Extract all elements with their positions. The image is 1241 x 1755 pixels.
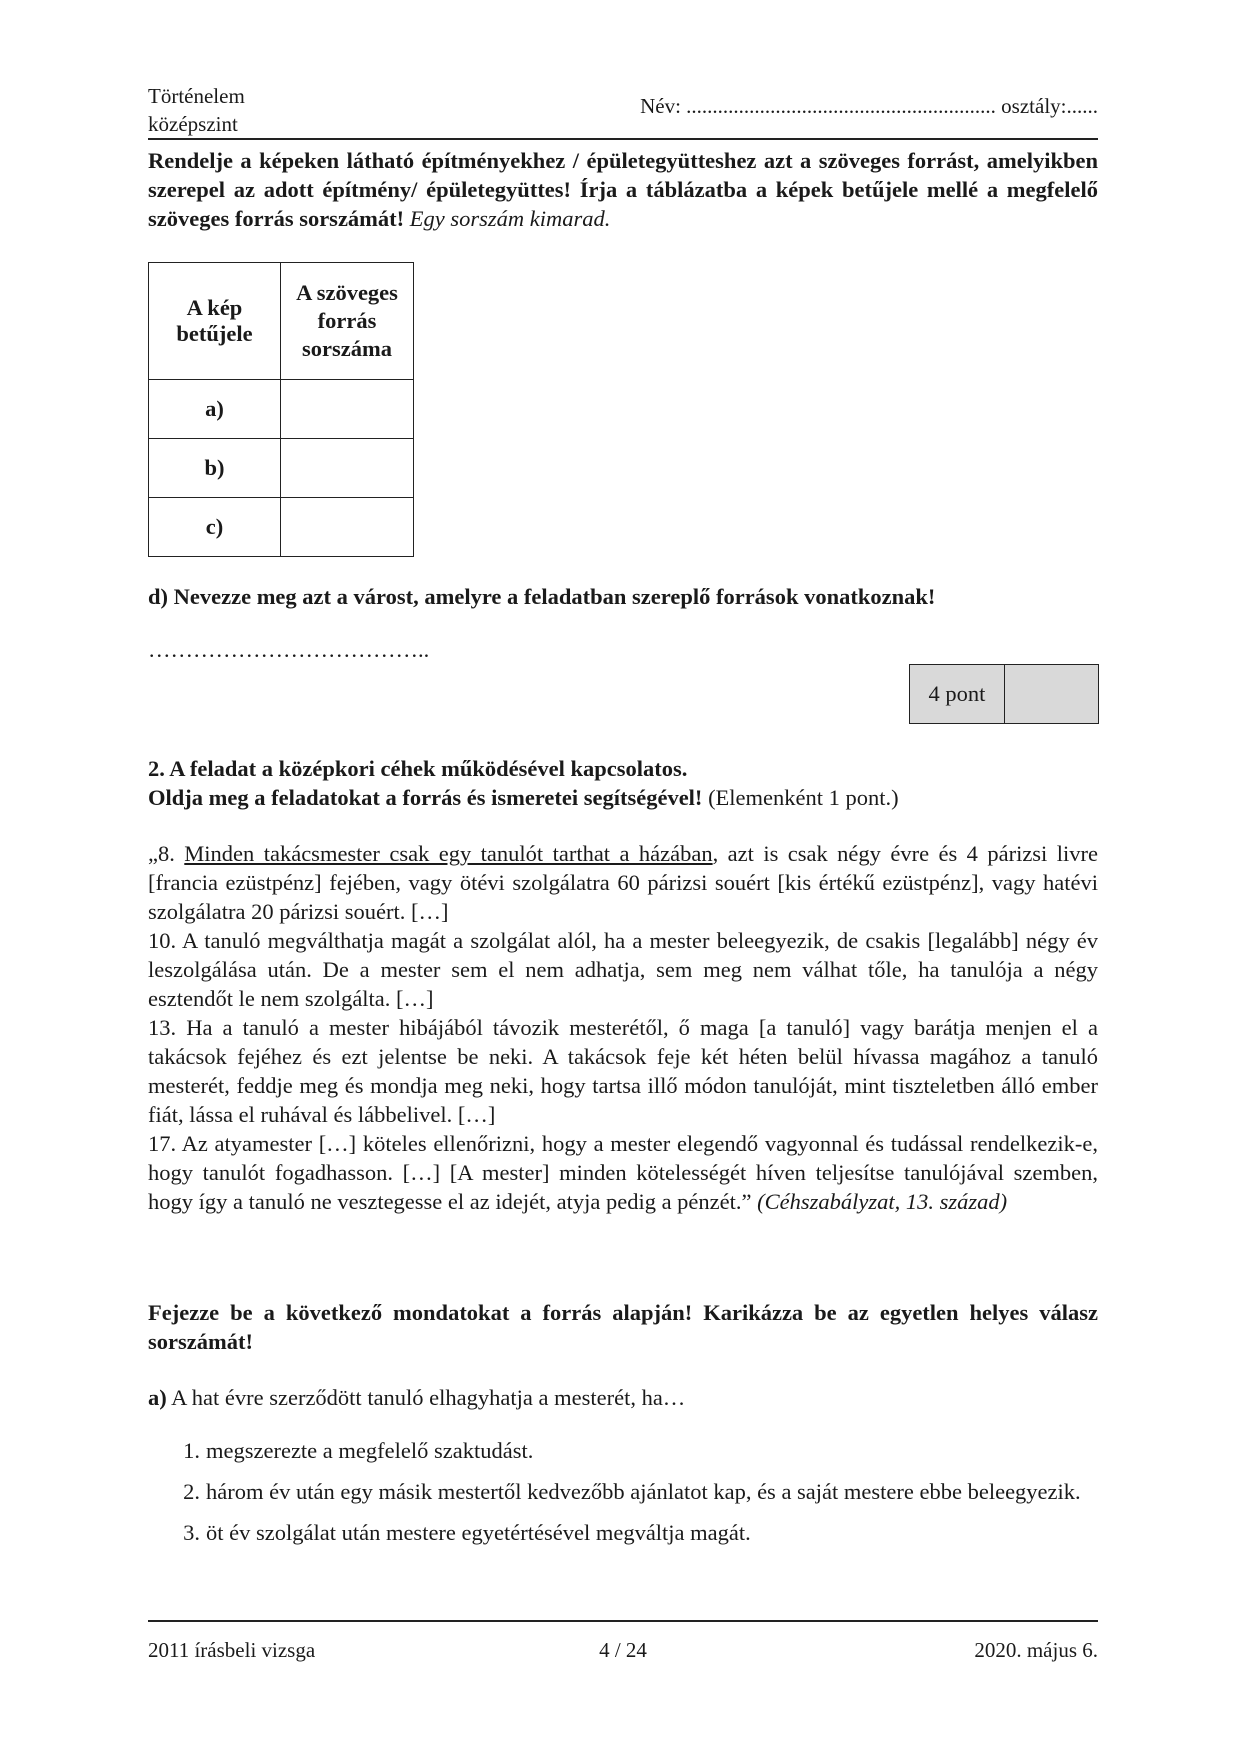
answer-cell-c[interactable]: [281, 498, 414, 557]
score-label: 4 pont: [910, 665, 1005, 723]
source-p8-rest: , azt is csak négy évre és 4 párizsi livre [francia ezüstpénz] fejében, vagy ötévi szolgálatra 60 párizsi souért [kis értékű ezüstpénz], vagy hatévi szolgálatra 20 párizsi souért. […]: [148, 841, 1098, 924]
subject-label: [148, 82, 245, 138]
score-box: [909, 664, 1099, 724]
table-row-label-a: a): [149, 380, 281, 439]
answer-cell-b[interactable]: [281, 439, 414, 498]
page-footer: [148, 1620, 1098, 1662]
question-d: d) Nevezze meg azt a várost, amelyre a feladatban szereplő források vonatkoznak!: [148, 584, 936, 609]
answer-options: [148, 1436, 1098, 1547]
page-header: [148, 82, 1098, 140]
name-class-field[interactable]: Név: ........................................................... osztály:......: [640, 94, 1098, 118]
subject-name: Történelem: [148, 84, 245, 108]
answer-line-d[interactable]: ………………………………..: [148, 637, 430, 662]
option-1[interactable]: [148, 1436, 1098, 1465]
option-number[interactable]: 2.: [183, 1479, 200, 1504]
source-text: [148, 839, 1098, 1216]
option-number[interactable]: 3.: [183, 1520, 200, 1545]
task1-instruction-italic: Egy sorszám kimarad.: [409, 206, 611, 231]
table-header-image-letter: A kép betűjele: [149, 263, 281, 380]
source-p8-open: „8.: [148, 841, 185, 866]
footer-page-number: 4 / 24: [599, 1638, 647, 1662]
option-text: megszerezte a megfelelő szaktudást.: [206, 1438, 534, 1463]
source-citation: (Céhszabályzat, 13. század): [757, 1189, 1008, 1214]
source-paragraph-10: 10. A tanuló megválthatja magát a szolgálat alól, ha a mester beleegyezik, de csakis [legalább] négy év leszolgálása után. De a mester sem el nem adhatja, sem meg nem válhat tőle, ha tanulója a négy esztendőt le nem szolgálta. […]: [148, 928, 1098, 1011]
option-2[interactable]: [148, 1477, 1098, 1506]
option-number[interactable]: 1.: [183, 1438, 200, 1463]
footer-date: 2020. május 6.: [974, 1638, 1098, 1662]
source-paragraph-17: [148, 1129, 1098, 1216]
task2-subtitle-points: (Elemenként 1 pont.): [708, 785, 899, 810]
task2-subtitle: [148, 783, 1098, 812]
answer-cell-a[interactable]: [281, 380, 414, 439]
score-value-cell[interactable]: [1005, 665, 1098, 723]
task2-instruction: Fejezze be a következő mondatokat a forrás alapján! Karikázza be az egyetlen helyes válasz sorszámát!: [148, 1300, 1098, 1354]
option-3[interactable]: [148, 1518, 1098, 1547]
source-paragraph-8: [148, 839, 1098, 926]
task1-instruction: [148, 146, 1098, 233]
option-text: öt év szolgálat után mestere egyetértésével megváltja magát.: [206, 1520, 751, 1545]
task2-subtitle-bold: Oldja meg a feladatokat a forrás és ismeretei segítségével!: [148, 785, 703, 810]
source-paragraph-13: 13. Ha a tanuló a mester hibájából távozik mesterétől, ő maga [a tanuló] vagy barátja menjen el a takácsok fejéhez és ezt jelentse be neki. A takácsok feje két héten belül hívassa magához a tanuló mesterét, feddje meg és mondja meg neki, hogy tartsa illő módon tanulóját, mint tiszteletben álló ember fiát, lássa el ruhával és lábbelivel. […]: [148, 1015, 1098, 1127]
table-row-label-c: c): [149, 498, 281, 557]
task2-title: 2. A feladat a középkori céhek működésével kapcsolatos.: [148, 756, 688, 781]
answer-table: [148, 262, 414, 557]
table-header-source-number: A szöveges forrás sorszáma: [281, 263, 414, 380]
question-a-label: a): [148, 1385, 167, 1410]
footer-exam-code: 2011 írásbeli vizsga: [148, 1638, 316, 1662]
task1-instruction-bold: Rendelje a képeken látható építményekhez / épületegyütteshez azt a szöveges forrást, amelyikben szerepel az adott építmény/ épületegyüttes! Írja a táblázatba a képek betűjele mellé a megfelelő szöveges forrás sorszámát!: [148, 148, 1098, 231]
question-a-text: A hat évre szerződött tanuló elhagyhatja a mesterét, ha…: [171, 1385, 686, 1410]
table-row-label-b: b): [149, 439, 281, 498]
answer-table-wrap: [148, 262, 414, 557]
subject-level: középszint: [148, 112, 238, 136]
option-text: három év után egy másik mestertől kedvezőbb ajánlatot kap, és a saját mestere ebbe beleegyezik.: [206, 1479, 1081, 1504]
question-a: [148, 1383, 1098, 1412]
source-p17-text: 17. Az atyamester […] köteles ellenőrizni, hogy a mester elegendő vagyonnal és tudással rendelkezik-e, hogy tanulót fogadhasson. […] [A mester] minden kötelességét híven teljesítse tanulójával szemben, hogy így a tanuló ne vesztegesse el az idejét, atyja pedig a pénzét.”: [148, 1131, 1098, 1214]
source-p8-underlined: Minden takácsmester csak egy tanulót tarthat a házában: [184, 841, 713, 866]
